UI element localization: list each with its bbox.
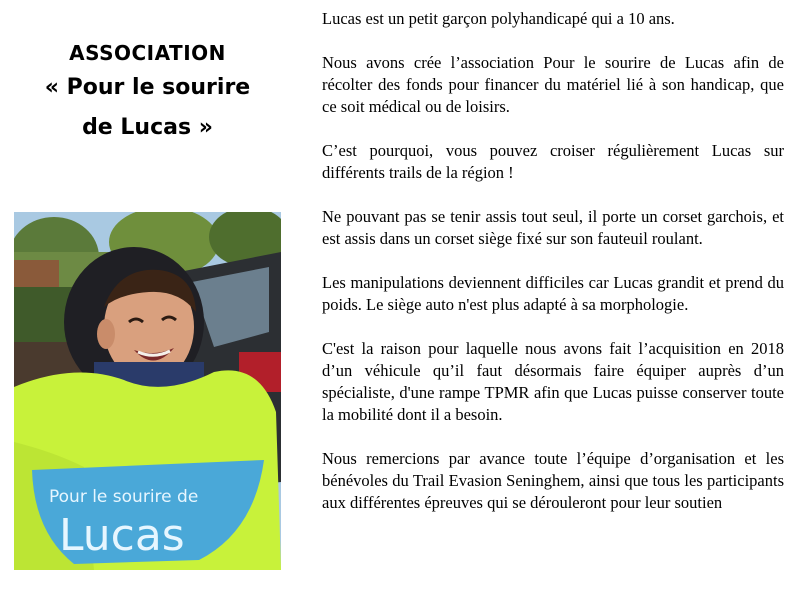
shirt-text-top: Pour le sourire de (49, 487, 199, 507)
lucas-photo (14, 212, 281, 570)
paragraph-association: Nous avons crée l’association Pour le sourire de Lucas afin de récolter des fonds pour financer du matériel lié à son handicap, que ce soit médical ou de loisirs. (322, 53, 784, 116)
paragraph-thanks: Nous remercions par avance toute l’équipe d’organisation et les bénévoles du Trail Evasion Seninghem, ainsi que tous les participants aux différentes épreuves qui se dérouleront pour leur soutien (322, 449, 784, 512)
paragraph-manipulations: Les manipulations deviennent difficiles car Lucas grandit et prend du poids. Le siège auto n'est plus adapté à sa morphologie. (322, 273, 784, 314)
paragraph-intro: Lucas est un petit garçon polyhandicapé qui a 10 ans. (322, 9, 675, 28)
title-line-pour-le-sourire: « Pour le sourire (44, 75, 251, 100)
title-line-association: ASSOCIATION (69, 41, 226, 65)
association-title (20, 38, 275, 148)
description-text (322, 8, 784, 514)
paragraph-corset: Ne pouvant pas se tenir assis tout seul, il porte un corset garchois, et est assis dans un corset siège fixé sur son fauteuil roulant. (322, 207, 784, 248)
title-line-de-lucas: de Lucas » (82, 115, 213, 140)
paragraph-vehicle: C'est la raison pour laquelle nous avons fait l’acquisition en 2018 d’un véhicule qu’il faut désormais faire équiper auprès d’un spécialiste, d'une rampe TPMR afin que Lucas puisse conserver toute la mobilité dont il a besoin. (322, 339, 784, 424)
shirt-text-bottom: Lucas (59, 510, 185, 561)
paragraph-trails: C’est pourquoi, vous pouvez croiser régulièrement Lucas sur différents trails de la région ! (322, 141, 784, 182)
